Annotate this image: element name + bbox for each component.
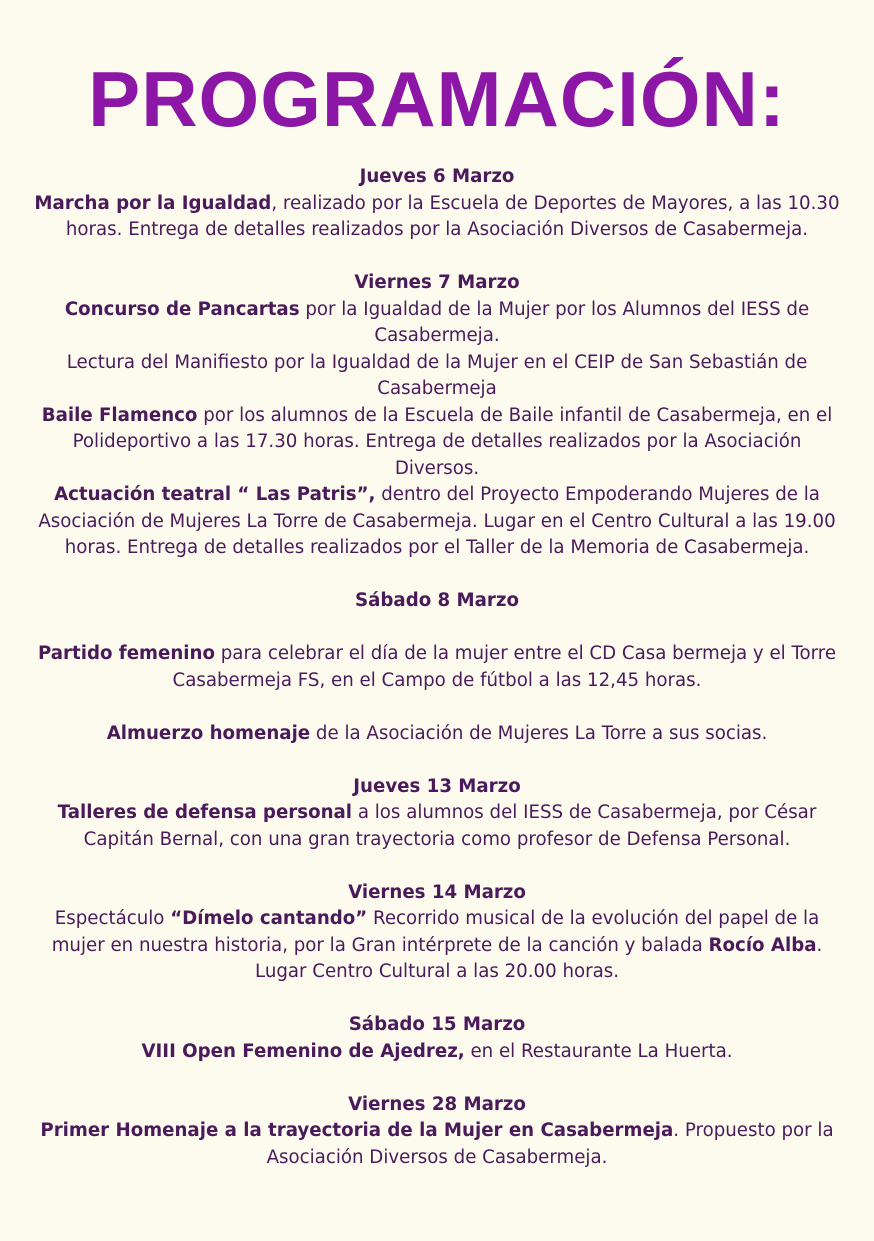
event-description: por la Igualdad de la Mujer por los Alumnos del IESS de Casabermeja. <box>299 298 810 346</box>
event-location: . Lugar Centro Cultural a las 20.00 horas. <box>255 934 823 982</box>
spacer <box>30 615 844 642</box>
day-heading: Sábado 15 Marzo <box>348 1014 526 1035</box>
event-title: Primer Homenaje a la trayectoria de la Mujer en Casabermeja <box>40 1120 674 1141</box>
event-description: , realizado por la Escuela de Deportes de Mayores, a las 10.30 horas. Entrega de detalles realizados por la Asociación Diversos de Casabermeja. <box>65 192 840 240</box>
page-title: PROGRAMACIÓN: <box>88 55 786 143</box>
event-title: VIII Open Femenino de Ajedrez, <box>141 1040 465 1062</box>
day-heading: Sábado 8 Marzo <box>355 590 519 611</box>
event-description: dentro del Proyecto Empoderando Mujeres de la Asociación de Mujeres La Torre de Casabermeja. Lugar en el Centro Cultural a las 19.00 horas. Entrega de detalles realizados por el Taller de la Memoria de Casabermeja. <box>38 484 836 558</box>
event-description: para celebrar el día de la mujer entre el CD Casa bermeja y el Torre Casabermeja FS, en el Campo de fútbol a las 12,45 horas. <box>172 643 837 691</box>
event-title: “Dímelo cantando” <box>170 908 368 929</box>
spacer <box>30 986 844 1013</box>
event-description: Recorrido musical de la evolución del papel de la mujer en nuestra historia, por la Gran intérprete de la canción y balada <box>51 908 820 956</box>
event-paragraph: Lectura del Manifiesto por la Igualdad de la Mujer en el CEIP de San Sebastián de Casabermeja <box>66 351 808 399</box>
performer-name: Rocío Alba <box>708 934 817 956</box>
spacer <box>30 747 844 774</box>
spacer <box>30 244 844 271</box>
event-paragraph <box>30 297 844 350</box>
event-description: . Propuesto por la Asociación Diversos de Casabermeja. <box>266 1120 834 1168</box>
spacer <box>30 694 844 721</box>
event-prefix: Espectáculo <box>54 908 171 929</box>
day-heading: Jueves 6 Marzo <box>359 166 515 187</box>
event-title: Partido femenino <box>37 643 215 664</box>
event-paragraph <box>30 403 844 483</box>
day-heading: Viernes 28 Marzo <box>348 1093 526 1115</box>
event-paragraph <box>30 1039 844 1066</box>
event-title: Marcha por la Igualdad <box>34 192 272 214</box>
event-paragraph <box>30 906 844 986</box>
event-description: por los alumnos de la Escuela de Baile infantil de Casabermeja, en el Polideportivo a las 17.30 horas. Entrega de detalles realizados por la Asociación Diversos. <box>72 404 833 479</box>
spacer <box>30 853 844 880</box>
event-description: a los alumnos del IESS de Casabermeja, por César Capitán Bernal, con una gran trayectoria como profesor de Defensa Personal. <box>83 802 817 850</box>
day-heading: Viernes 14 Marzo <box>348 881 526 903</box>
event-paragraph <box>30 1118 844 1171</box>
spacer <box>30 1065 844 1092</box>
event-paragraph <box>30 721 844 748</box>
event-title: Actuación teatral “ Las Patris”, <box>54 484 376 505</box>
program-content <box>30 164 844 1171</box>
event-paragraph <box>30 800 844 853</box>
day-heading: Jueves 13 Marzo <box>353 775 521 797</box>
event-title: Baile Flamenco <box>41 404 198 426</box>
event-paragraph <box>30 482 844 562</box>
day-heading: Viernes 7 Marzo <box>354 272 520 293</box>
event-title: Almuerzo homenaje <box>106 722 311 744</box>
event-title: Concurso de Pancartas <box>64 298 300 320</box>
event-description: de la Asociación de Mujeres La Torre a sus socias. <box>310 722 768 744</box>
spacer <box>30 562 844 589</box>
event-description: en el Restaurante La Huerta. <box>464 1040 733 1062</box>
event-paragraph <box>30 641 844 694</box>
event-paragraph <box>30 191 844 244</box>
event-title: Talleres de defensa personal <box>57 802 353 823</box>
